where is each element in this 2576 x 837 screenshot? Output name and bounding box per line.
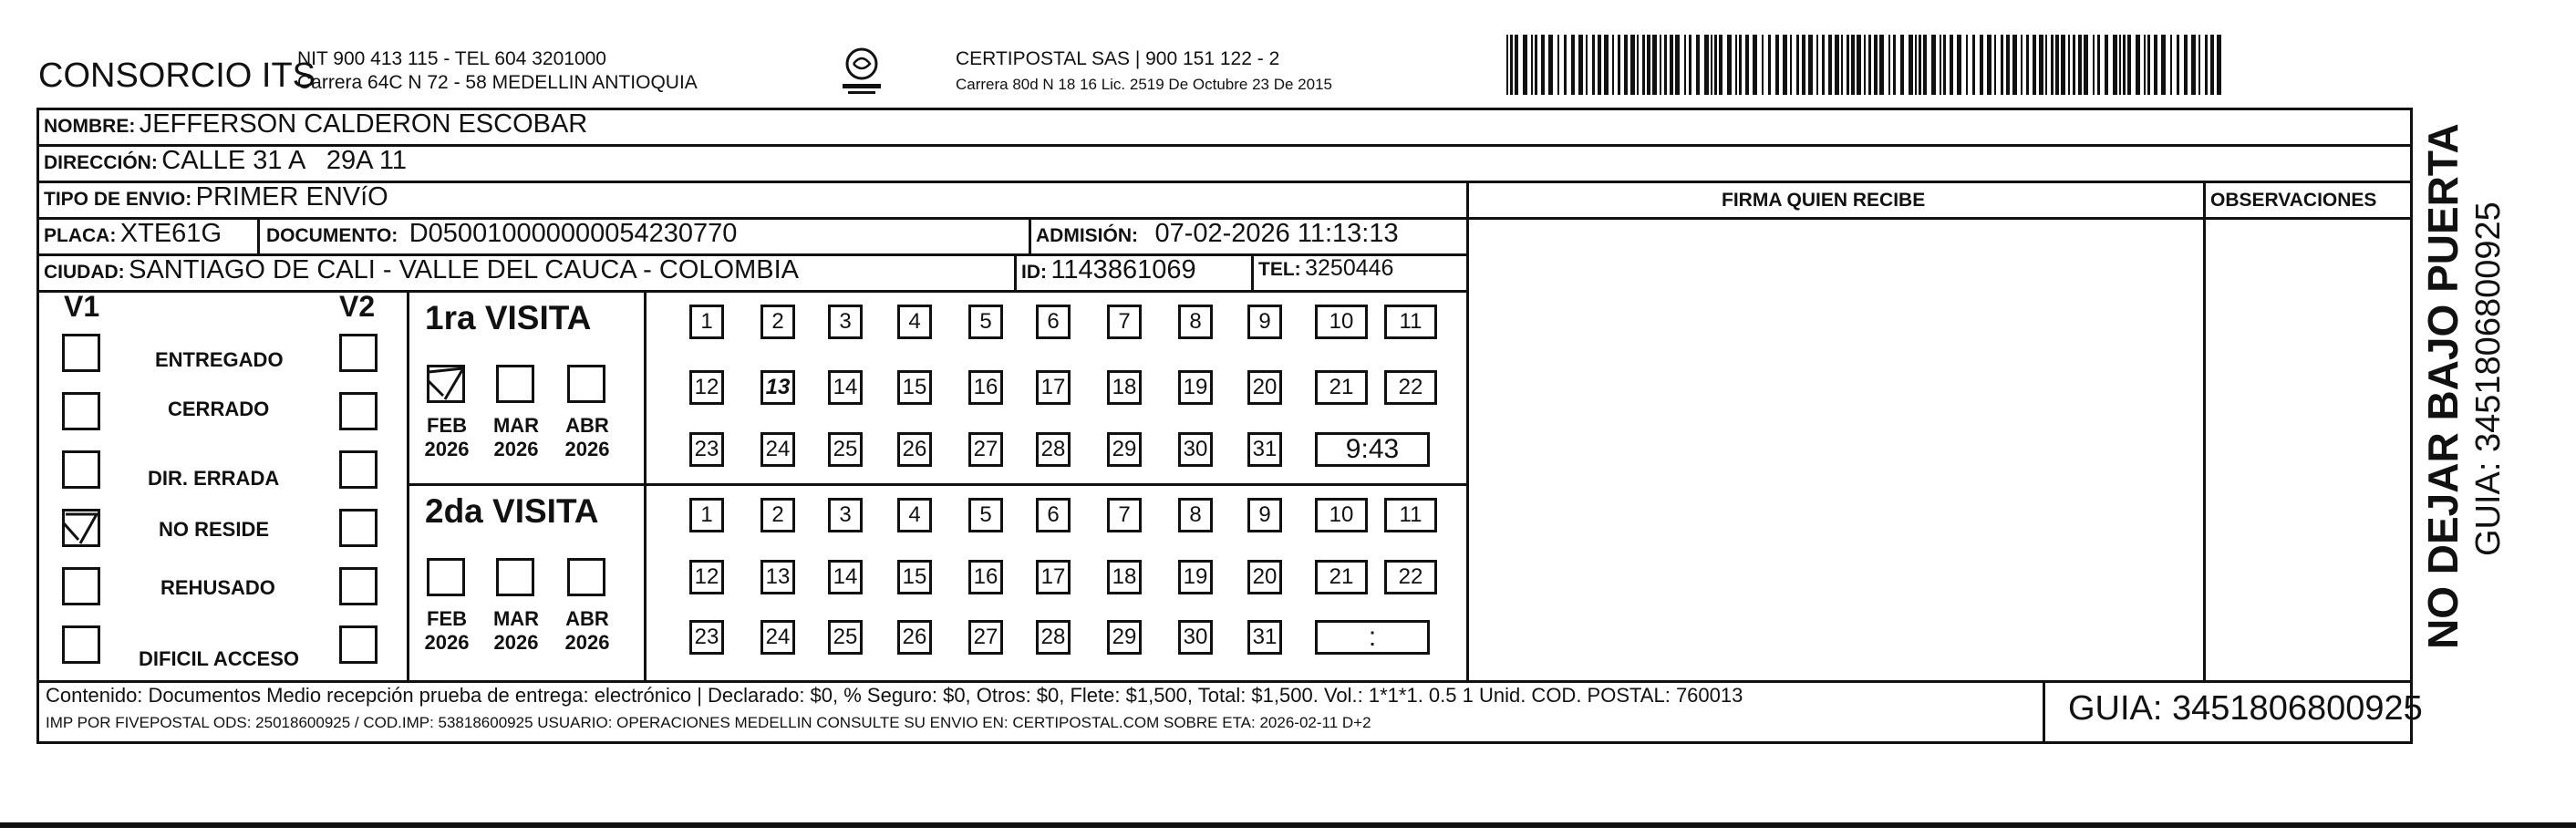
day-box[interactable]: 10 [1315, 498, 1368, 532]
day-box[interactable]: 13 [760, 370, 795, 405]
day-box[interactable]: 30 [1178, 620, 1213, 655]
month-name: ABR [565, 414, 609, 437]
observaciones-header: OBSERVACIONES [2210, 190, 2377, 211]
day-box[interactable]: 9 [1247, 498, 1282, 532]
day-box[interactable]: 30 [1178, 432, 1213, 467]
day-box[interactable]: 28 [1036, 432, 1071, 467]
day-box[interactable]: 13 [760, 560, 795, 594]
day-box[interactable]: 8 [1178, 305, 1213, 339]
day-box[interactable]: 19 [1178, 560, 1213, 594]
direccion-label: DIRECCIÓN: [44, 152, 158, 173]
month-year: 2026 [564, 438, 610, 460]
month-year: 2026 [493, 438, 539, 460]
tel-value: 3250446 [1305, 255, 1394, 281]
month-name: FEB [427, 414, 467, 437]
placa-value: XTE61G [119, 219, 222, 248]
status-label: CERRADO [168, 398, 270, 420]
nombre-row [44, 109, 587, 140]
documento-value: D050010000000054230770 [409, 219, 738, 248]
day-box[interactable]: 19 [1178, 370, 1213, 405]
footer-content: Contenido: Documentos Medio recepción prueba de entrega: electrónico | Declarado: $0, % Seguro: $0, Otros: $0, Flete: $1,500, Total: $1,500. Vol.: 1*1*1. 0.5 1 Unid. COD. POSTAL: 760013 [46, 684, 1743, 707]
second-visit-month-checkbox[interactable] [567, 558, 605, 596]
admision-value: 07-02-2026 11:13:13 [1154, 219, 1399, 248]
nombre-value: JEFFERSON CALDERON ESCOBAR [139, 109, 588, 139]
second-visit-month-checkbox[interactable] [427, 558, 465, 596]
day-box[interactable]: 16 [968, 560, 1003, 594]
firma-header: FIRMA QUIEN RECIBE [1722, 190, 1926, 211]
ciudad-field: CIUDAD: SANTIAGO DE CALI - VALLE DEL CAUCA - COLOMBIA [44, 255, 799, 284]
day-box[interactable]: 20 [1247, 560, 1282, 594]
footer-guia: GUIA: 3451806800925 [2068, 689, 2423, 728]
month-year: 2026 [424, 438, 470, 460]
day-box[interactable]: 12 [689, 560, 724, 594]
v1-checkbox[interactable] [62, 509, 100, 547]
day-box[interactable]: 14 [828, 370, 863, 405]
day-box[interactable]: 7 [1107, 498, 1142, 532]
footer-imp: IMP POR FIVEPOSTAL ODS: 25018600925 / COD.IMP: 53818600925 USUARIO: OPERACIONES MEDELLIN CONSULTE SU ENVIO EN: CERTIPOSTAL.COM SOBRE ETA: 2026-02-11 D+2 [46, 714, 1371, 731]
day-box[interactable]: 21 [1315, 560, 1368, 594]
day-box[interactable]: 11 [1384, 305, 1437, 339]
second-visit-title: 2da VISITA [425, 492, 599, 530]
tipo-label: TIPO DE ENVIO: [44, 189, 192, 210]
side-guia: GUIA: 3451806800925 [2469, 202, 2508, 556]
month-name: ABR [565, 607, 609, 630]
month-label [421, 607, 472, 655]
day-box[interactable]: 2 [760, 305, 795, 339]
tel-field: TEL: 3250446 [1258, 255, 1394, 281]
day-box[interactable]: 31 [1247, 432, 1282, 467]
v1-checkbox[interactable] [62, 567, 100, 605]
v2-checkbox[interactable] [339, 625, 378, 664]
ciudad-value: SANTIAGO DE CALI - VALLE DEL CAUCA - COLOMBIA [129, 255, 799, 284]
day-box[interactable]: 25 [828, 620, 863, 655]
day-box[interactable]: 23 [689, 432, 724, 467]
day-box[interactable]: 4 [897, 498, 932, 532]
month-label [562, 607, 613, 655]
day-box[interactable]: 20 [1247, 370, 1282, 405]
v2-checkbox[interactable] [339, 334, 378, 372]
barcode [1506, 35, 2223, 95]
month-label [562, 414, 613, 461]
first-visit-month-checkbox[interactable] [567, 365, 605, 403]
carrier-address: Carrera 80d N 18 16 Lic. 2519 De Octubre 23 De 2015 [956, 76, 1332, 93]
day-box[interactable]: 15 [897, 370, 932, 405]
first-visit-time-field[interactable]: 9:43 [1315, 432, 1430, 467]
day-box[interactable]: 27 [968, 432, 1003, 467]
v2-checkbox[interactable] [339, 567, 378, 605]
month-name: FEB [427, 607, 467, 630]
carrier-name: CERTIPOSTAL SAS | 900 151 122 - 2 [956, 48, 1280, 69]
day-box[interactable]: 18 [1107, 560, 1142, 594]
day-box[interactable]: 17 [1036, 560, 1071, 594]
month-label [491, 414, 542, 461]
day-box[interactable]: 22 [1384, 560, 1437, 594]
v2-checkbox[interactable] [339, 392, 378, 430]
day-box[interactable]: 15 [897, 560, 932, 594]
month-year: 2026 [424, 631, 470, 654]
direccion-value: CALLE 31 A 29A 11 [161, 146, 408, 175]
v1-checkbox[interactable] [62, 625, 100, 664]
day-box[interactable]: 26 [897, 620, 932, 655]
day-box[interactable]: 6 [1036, 305, 1071, 339]
month-year: 2026 [564, 631, 610, 654]
day-box[interactable]: 1 [689, 498, 724, 532]
v1-header: V1 [64, 290, 100, 323]
check-mark-icon [62, 509, 100, 547]
documento-field: DOCUMENTO: D050010000000054230770 [266, 219, 738, 248]
day-box[interactable]: 1 [689, 305, 724, 339]
first-visit-title: 1ra VISITA [425, 299, 592, 336]
direccion-row [44, 146, 407, 176]
day-box[interactable]: 6 [1036, 498, 1071, 532]
second-visit-time-field[interactable]: : [1315, 620, 1430, 655]
day-box[interactable]: 14 [828, 560, 863, 594]
second-visit-month-checkbox[interactable] [496, 558, 534, 596]
tipo-row [44, 182, 388, 212]
status-label: NO RESIDE [159, 518, 270, 541]
day-box[interactable]: 28 [1036, 620, 1071, 655]
month-name: MAR [492, 607, 540, 630]
day-box[interactable]: 24 [760, 620, 795, 655]
form-frame [36, 108, 2413, 744]
day-box[interactable]: 2 [760, 498, 795, 532]
day-box[interactable]: 9 [1247, 305, 1282, 339]
placa-field: PLACA: XTE61G [44, 219, 222, 248]
id-value: 1143861069 [1050, 255, 1196, 284]
day-box[interactable]: 31 [1247, 620, 1282, 655]
v2-checkbox[interactable] [339, 509, 378, 547]
day-box[interactable]: 22 [1384, 370, 1437, 405]
month-label [421, 414, 472, 461]
company-nit: NIT 900 413 115 - TEL 604 3201000 [297, 48, 606, 69]
company-address: Carrera 64C N 72 - 58 MEDELLIN ANTIOQUIA [297, 72, 698, 93]
month-label [491, 607, 542, 655]
month-year: 2026 [493, 631, 539, 654]
day-box[interactable]: 18 [1107, 370, 1142, 405]
tipo-value: PRIMER ENVíO [195, 182, 388, 212]
day-box[interactable]: 12 [689, 370, 724, 405]
day-box[interactable]: 5 [968, 305, 1003, 339]
day-box[interactable]: 3 [828, 498, 863, 532]
day-box[interactable]: 10 [1315, 305, 1368, 339]
first-visit-month-checkbox[interactable] [496, 365, 534, 403]
day-box[interactable]: 16 [968, 370, 1003, 405]
status-label: DIR. ERRADA [148, 467, 280, 490]
day-box[interactable]: 29 [1107, 432, 1142, 467]
company-name: CONSORCIO ITS [38, 57, 316, 95]
v1-checkbox[interactable] [62, 392, 100, 430]
day-box[interactable]: 7 [1107, 305, 1142, 339]
day-box[interactable]: 8 [1178, 498, 1213, 532]
v2-header: V2 [339, 290, 376, 323]
status-label: REHUSADO [160, 576, 275, 599]
admision-field: ADMISIÓN: 07-02-2026 11:13:13 [1036, 219, 1399, 248]
v1-checkbox[interactable] [62, 334, 100, 372]
day-box[interactable]: 3 [828, 305, 863, 339]
certipostal-logo [839, 46, 885, 97]
day-box[interactable]: 25 [828, 432, 863, 467]
v1-checkbox[interactable] [62, 450, 100, 489]
day-box[interactable]: 26 [897, 432, 932, 467]
v2-checkbox[interactable] [339, 450, 378, 489]
day-box[interactable]: 4 [897, 305, 932, 339]
id-field: ID: 1143861069 [1021, 255, 1196, 284]
day-box[interactable]: 21 [1315, 370, 1368, 405]
day-box[interactable]: 24 [760, 432, 795, 467]
month-name: MAR [492, 414, 540, 437]
no-dejar-warning: NO DEJAR BAJO PUERTA [2419, 123, 2467, 649]
first-visit-month-checkbox[interactable] [427, 365, 465, 403]
nombre-label: NOMBRE: [44, 116, 136, 137]
day-box[interactable]: 27 [968, 620, 1003, 655]
day-box[interactable]: 17 [1036, 370, 1071, 405]
day-box[interactable]: 5 [968, 498, 1003, 532]
status-label: ENTREGADO [155, 348, 284, 371]
day-box[interactable]: 11 [1384, 498, 1437, 532]
status-label: DIFICIL ACCESO [139, 647, 300, 670]
day-box[interactable]: 23 [689, 620, 724, 655]
check-mark-icon [427, 365, 465, 403]
day-box[interactable]: 29 [1107, 620, 1142, 655]
